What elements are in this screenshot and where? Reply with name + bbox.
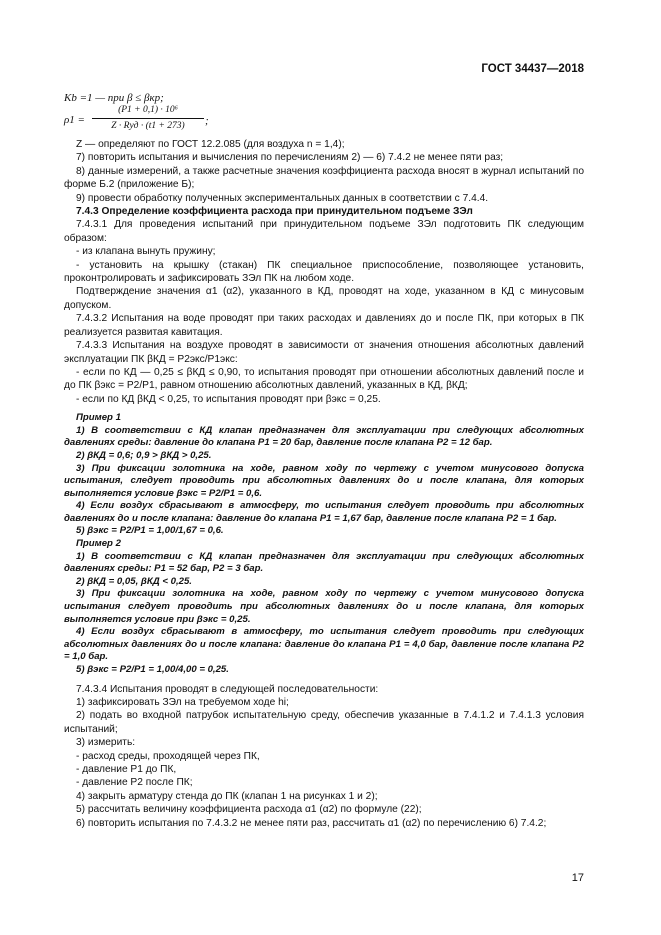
step-3-measure: 3) измерить: — [76, 737, 136, 749]
rho-numerator: (P1 + 0,1) · 10⁶ — [92, 104, 204, 119]
rho-fraction — [92, 104, 204, 134]
example-2-step-5: 5) βэкс = P2/P1 = 1,00/4,00 = 0,25. — [76, 664, 229, 675]
example-2-step-3: 3) При фиксации золотника на ходе, равном ходу по чертежу с учетом минусового допуска испытания следует проводить при абсолютных давлениях до и после клапана, для которых выполняется условие при βэкс = 0,25. — [64, 588, 584, 625]
example-1-step-2: 2) βКД = 0,6; 0,9 > βКД > 0,25. — [76, 449, 212, 461]
kb-condition: Kb =1 — при β ≤ βкр; — [64, 92, 164, 104]
step-2-supply: 2) подать во входной патрубок испытательную среду, обеспечив указанные в 7.4.1.2 и 7.4.1.3 условия испытаний; — [64, 710, 584, 735]
example-2-step-2: 2) βКД = 0,05, βКД < 0,25. — [76, 575, 192, 587]
section-7-4-3-4: 7.4.3.4 Испытания проводят в следующей последовательности: — [76, 683, 379, 695]
example-2-step-1: 1) В соответствии с КД клапан предназначен для эксплуатации при следующих абсолютных давлениях среды: P1 = 52 бар, P2 = 3 бар. — [64, 550, 584, 575]
example-1-step-5: 5) βэкс = P2/P1 = 1,00/1,67 = 0,6. — [76, 525, 224, 537]
step-3a-flow: - расход среды, проходящей через ПК, — [76, 750, 260, 762]
list-item-9: 9) провести обработку полученных экспериментальных данных в соответствии с 7.4.4. — [76, 192, 489, 204]
example-1-step-1: 1) В соответствии с КД клапан предназначен для эксплуатации при следующих абсолютных давлениях среды: давление до клапана P1 = 20 бар, давление после клапана P2 = 12 бар. — [64, 424, 584, 449]
step-3b-p1: - давление P1 до ПК, — [76, 764, 177, 776]
condition-1: - если по КД — 0,25 ≤ βКД ≤ 0,90, то испытания проводят при отношении абсолютных давлений после и до ПК βэкс = P2/P1, равном отношению абсолютных давлений, указанных в КД, βКД; — [64, 366, 584, 392]
confirmation-paragraph: Подтверждение значения α1 (α2), указанного в КД, проводят на ходе, указанном в КД с минусовым допуском. — [64, 286, 584, 311]
bullet-install-device: - установить на крышку (стакан) ПК специальное приспособление, позволяющее установить, проконтролировать и зафиксировать ЗЭл ПК на любом ходе. — [64, 259, 584, 285]
z-definition: Z — определяют по ГОСТ 12.2.085 (для воздуха n = 1,4); — [76, 139, 345, 150]
list-item-7: 7) повторить испытания и вычисления по перечислениям 2) — 6) 7.4.2 не менее пяти раз; — [76, 152, 504, 164]
condition-2: - если по КД βКД < 0,25, то испытания проводят при βэкс = 0,25. — [76, 393, 381, 405]
step-5-calc: 5) рассчитать величину коэффициента расхода α1 (α2) по формуле (22); — [76, 804, 422, 816]
formula-tail: ; — [205, 115, 209, 127]
example-1-title: Пример 1 — [76, 412, 121, 424]
page-number: 17 — [571, 872, 584, 884]
step-1-fix: 1) зафиксировать ЗЭл на требуемом ходе hi; — [76, 697, 289, 708]
step-4-close: 4) закрыть арматуру стенда до ПК (клапан 1 на рисунках 1 и 2); — [76, 790, 378, 802]
rho-denominator: Z · Rуд · (t1 + 273) — [111, 121, 185, 132]
rho-lhs: ρ1 = — [64, 114, 85, 126]
example-2-title: Пример 2 — [76, 538, 121, 550]
bullet-remove-spring: - из клапана вынуть пружину; — [76, 246, 216, 258]
page-content — [64, 92, 584, 830]
list-item-8: 8) данные измерений, а также расчетные значения коэффициента расхода вносят в журнал испытаний по форме Б.2 (приложение Б); — [64, 165, 584, 191]
step-6-repeat: 6) повторить испытания по 7.4.3.2 не менее пяти раз, рассчитать α1 (α2) по перечислению 6) 7.4.2; — [76, 817, 547, 829]
step-3c-p2: - давление P2 после ПК; — [76, 777, 193, 789]
section-7-4-3-1: 7.4.3.1 Для проведения испытаний при принудительном подъеме ЗЭл подготовить ПК следующим образом: — [64, 219, 584, 244]
example-1-step-4: 4) Если воздух сбрасывают в атмосферу, то испытания следует проводить при абсолютных давлениях до и после клапана: давление до клапана P1 = 1,67 бар, давление после клапана P2 = 1 бар. — [64, 500, 584, 524]
formula-block — [64, 92, 584, 138]
section-7-4-3-3: 7.4.3.3 Испытания на воздухе проводят в зависимости от значения отношения абсолютных давлений эксплуатации ПК βКД = P2экс/P1экс: — [64, 340, 584, 365]
example-2-step-4: 4) Если воздух сбрасывают в атмосферу, то испытания следует проводить при следующих абсолютных давлениях до и после клапана: давление до клапана P1 = 4,0 бар, давление после клапана P2 = 1,0 бар. — [64, 626, 584, 663]
section-7-4-3-title: 7.4.3 Определение коэффициента расхода при принудительном подъеме ЗЭл — [76, 206, 473, 218]
example-1-step-3: 3) При фиксации золотника на ходе, равном ходу по чертежу с учетом минусового допуска испытания, следует проводить при абсолютных давлениях до и после клапана, для которых выполняется условие βэкс = P2/P1 = 0,6. — [64, 462, 584, 499]
section-7-4-3-2: 7.4.3.2 Испытания на воде проводят при таких расходах и давлениях до и после ПК, при которых в ПК реализуется развитая кавитация. — [64, 313, 584, 338]
doc-code-header: ГОСТ 34437—2018 — [481, 63, 584, 75]
